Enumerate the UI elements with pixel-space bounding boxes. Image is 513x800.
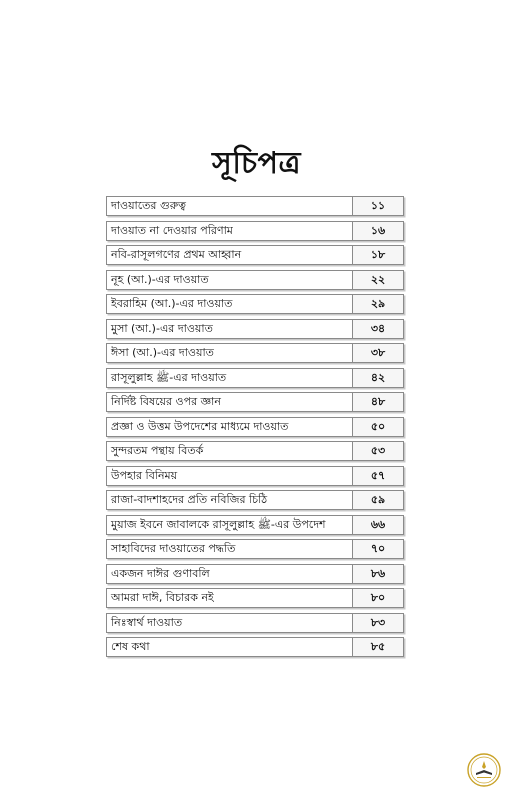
toc-row: [106, 490, 404, 510]
toc-page-number: ১৬: [353, 222, 403, 240]
toc-entry-title: নিঃস্বার্থ দাওয়াত: [107, 614, 353, 632]
toc-row: [106, 294, 404, 314]
toc-entry-title: ঈসা (আ.)-এর দাওয়াত: [107, 344, 353, 362]
toc-entry-title: একজন দাঈর গুণাবলি: [107, 565, 353, 583]
toc-entry-title: শেষ কথা: [107, 638, 353, 656]
toc-entry-title: নবি-রাসূলগণের প্রথম আহ্বান: [107, 246, 353, 264]
toc-entry-title: আমরা দাঈ, বিচারক নই: [107, 589, 353, 607]
toc-row: [106, 613, 404, 633]
toc-page-number: ৪২: [353, 369, 403, 387]
toc-entry-title: নির্দিষ্ট বিষয়ের ওপর জ্ঞান: [107, 393, 353, 411]
toc-page-number: ৩৪: [353, 320, 403, 338]
toc-row: [106, 441, 404, 461]
toc-row: [106, 588, 404, 608]
toc-entry-title: মুসা (আ.)-এর দাওয়াত: [107, 320, 353, 338]
toc-entry-title: রাজা-বাদশাহদের প্রতি নবিজির চিঠি: [107, 491, 353, 509]
toc-row: [106, 515, 404, 535]
toc-row: [106, 392, 404, 412]
toc-page-number: ২২: [353, 271, 403, 289]
toc-entry-title: নূহ (আ.)-এর দাওয়াত: [107, 271, 353, 289]
publisher-logo-icon: [467, 753, 501, 787]
toc-row: [106, 466, 404, 486]
toc-row: [106, 245, 404, 265]
toc-row: [106, 319, 404, 339]
toc-entry-title: দাওয়াত না দেওয়ার পরিণাম: [107, 222, 353, 240]
toc-row: [106, 637, 404, 657]
publisher-logo-icon-graphic: [467, 753, 501, 787]
toc-page-number: ৫৩: [353, 442, 403, 460]
toc-page-number: ৮৩: [353, 614, 403, 632]
toc-row: [106, 343, 404, 363]
table-of-contents: [106, 196, 404, 662]
toc-page-number: ২৯: [353, 295, 403, 313]
toc-entry-title: উপহার বিনিময়: [107, 467, 353, 485]
toc-entry-title: ইবরাহিম (আ.)-এর দাওয়াত: [107, 295, 353, 313]
toc-page-number: ৮৬: [353, 565, 403, 583]
page-title: সূচিপত্র: [212, 146, 301, 182]
toc-entry-title: দাওয়াতের গুরুত্ব: [107, 197, 353, 215]
toc-entry-title: সুন্দরতম পন্থায় বিতর্ক: [107, 442, 353, 460]
toc-page-number: ৮০: [353, 589, 403, 607]
toc-row: [106, 221, 404, 241]
toc-page-number: ৩৮: [353, 344, 403, 362]
toc-page-number: ৬৬: [353, 516, 403, 534]
toc-row: [106, 564, 404, 584]
toc-page-number: ১১: [353, 197, 403, 215]
toc-page-number: ৭০: [353, 540, 403, 558]
toc-page-number: ১৮: [353, 246, 403, 264]
toc-page-number: ৫০: [353, 418, 403, 436]
toc-page-number: ৫৭: [353, 467, 403, 485]
toc-page-number: ৫৯: [353, 491, 403, 509]
toc-row: [106, 417, 404, 437]
toc-page-number: ৪৮: [353, 393, 403, 411]
toc-entry-title: সাহাবিদের দাওয়াতের পদ্ধতি: [107, 540, 353, 558]
toc-entry-title: মুয়াজ ইবনে জাবালকে রাসূলুল্লাহ ﷺ-এর উপদেশ: [107, 516, 353, 534]
toc-row: [106, 270, 404, 290]
toc-row: [106, 539, 404, 559]
toc-entry-title: প্রজ্ঞা ও উত্তম উপদেশের মাধ্যমে দাওয়াত: [107, 418, 353, 436]
toc-row: [106, 368, 404, 388]
toc-entry-title: রাসূলুল্লাহ ﷺ-এর দাওয়াত: [107, 369, 353, 387]
toc-page-number: ৮৫: [353, 638, 403, 656]
toc-row: [106, 196, 404, 216]
